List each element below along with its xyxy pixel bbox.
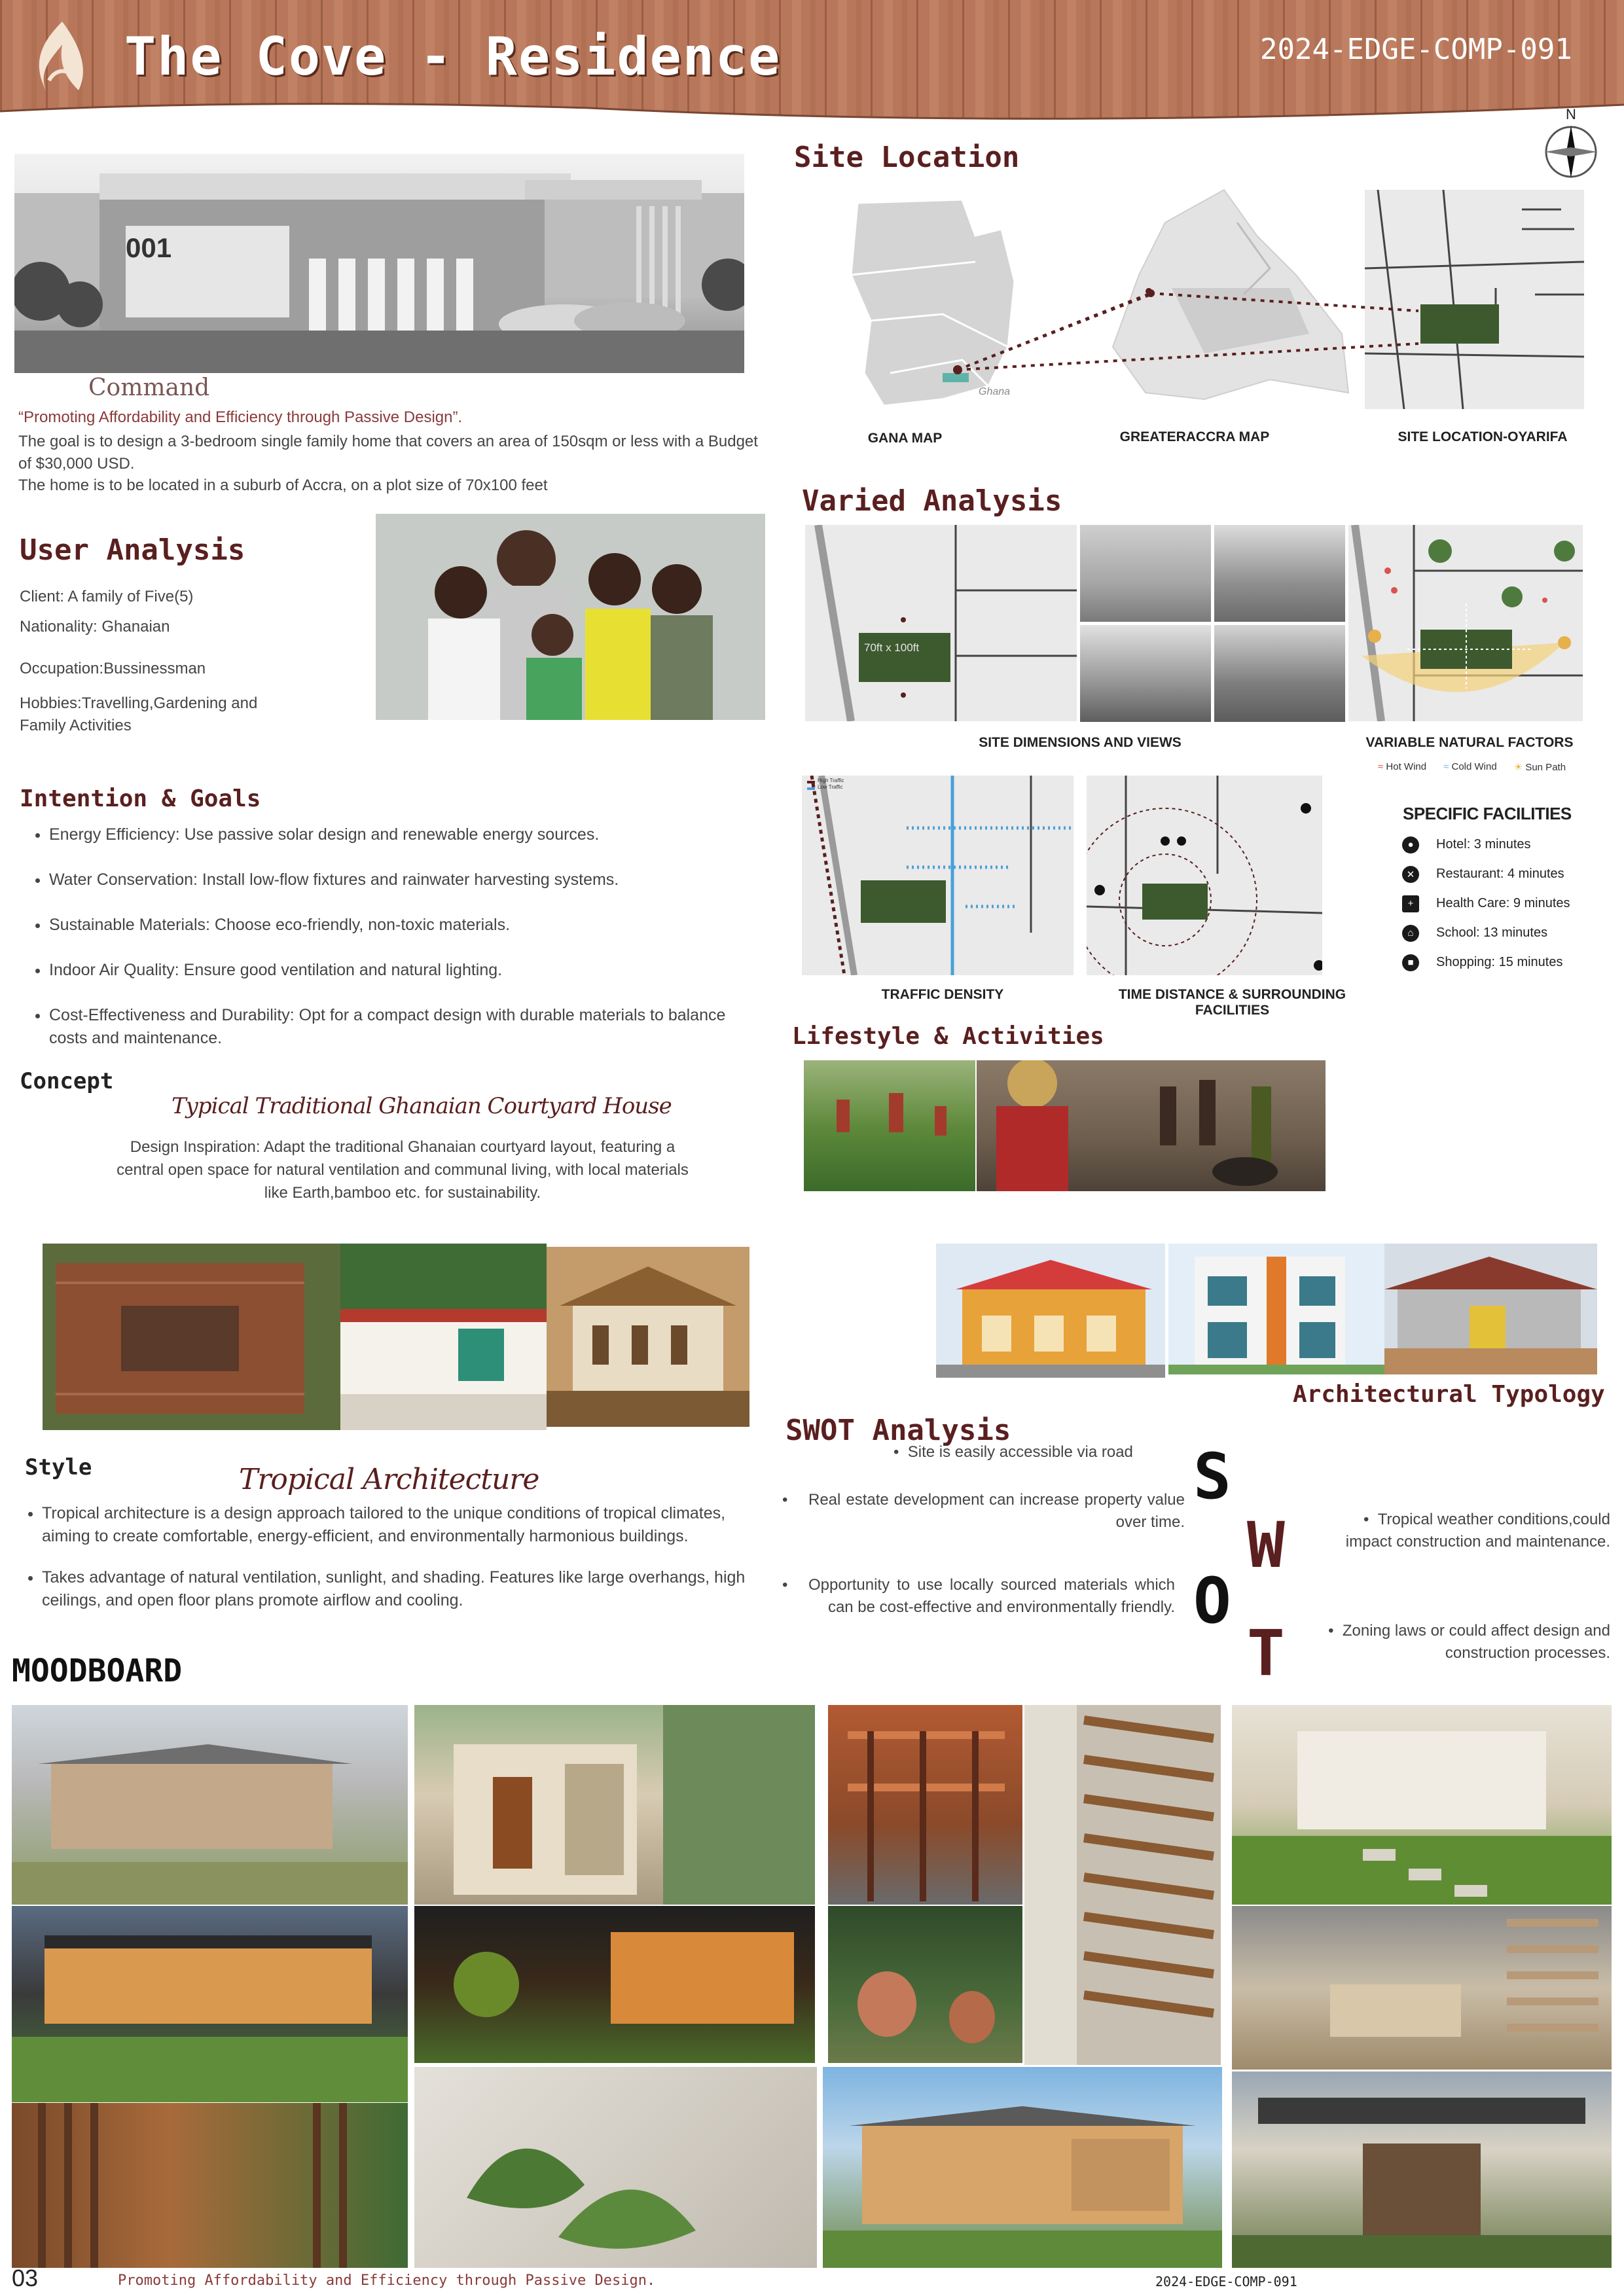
traditional-hut-image xyxy=(547,1247,749,1427)
site-view-photo-1 xyxy=(1080,525,1211,622)
traffic-legend-high: High Traffic xyxy=(818,778,844,783)
command-text-1: The goal is to design a 3-bedroom single family home that covers an area of 150sqm or less with a Budget of $30,000 USD. xyxy=(18,433,758,473)
moodboard-image-earth-building xyxy=(823,2067,1222,2268)
moodboard-image-garden-courtyard xyxy=(1232,1705,1612,1905)
natural-factors-legend xyxy=(1378,761,1566,773)
legend-hot-wind: ≈ Hot Wind xyxy=(1378,761,1427,772)
intention-item: • Cost-Effectiveness and Durability: Opt for a compact design with durable materials to balance costs and maintenance. xyxy=(49,1004,736,1050)
lifestyle-heading: Lifestyle & Activities xyxy=(792,1023,1104,1050)
caption-site-dimensions: SITE DIMENSIONS AND VIEWS xyxy=(979,735,1182,750)
courtyard-aerial-image xyxy=(43,1244,340,1430)
legend-cold-wind: ≈ Cold Wind xyxy=(1443,761,1497,772)
site-view-photo-4 xyxy=(1214,625,1345,722)
moodboard-image-clay-pots xyxy=(828,1906,1022,2063)
family-photo xyxy=(376,514,765,720)
typology-image-3 xyxy=(1384,1244,1597,1374)
sun-icon: ☀ xyxy=(1513,762,1523,773)
facility-shopping xyxy=(1402,948,1570,977)
moodboard-image-courtyard-dusk xyxy=(12,1906,408,2102)
legend-sun-path: ☀ Sun Path xyxy=(1513,762,1566,773)
hotel-icon: ● xyxy=(1402,836,1419,853)
moodboard-image-night-courtyard xyxy=(414,1906,815,2063)
hot-wind-icon: ≈ xyxy=(1378,761,1384,772)
plot-dimension-label: 70ft x 100ft xyxy=(864,641,920,654)
moodboard-image-rammed-earth-house xyxy=(12,1705,408,1905)
moodboard-image-wooden-interior xyxy=(1232,1906,1612,2070)
facility-health-care-label: Health Care: 9 minutes xyxy=(1436,896,1570,910)
user-nationality: Nationality: Ghanaian xyxy=(20,618,170,636)
shopping-icon: ■ xyxy=(1402,954,1419,971)
swot-letter-o: O xyxy=(1193,1564,1231,1638)
command-quote: “Promoting Affordability and Efficiency through Passive Design”. xyxy=(18,408,463,426)
swot-heading: SWOT Analysis xyxy=(785,1414,1011,1447)
map-link-lines xyxy=(952,281,1542,399)
swot-strength: • Site is easily accessible via road xyxy=(893,1443,1133,1461)
natural-factors-map xyxy=(1348,525,1583,721)
user-occupation: Occupation:Bussinessman xyxy=(20,660,206,677)
facility-hotel xyxy=(1402,830,1570,859)
footer-tagline: Promoting Affordability and Efficiency through Passive Design. xyxy=(118,2272,656,2289)
ghana-map-label: Ghana xyxy=(979,386,1011,397)
page-number: 03 xyxy=(12,2265,39,2291)
render-label: 001 xyxy=(126,232,172,263)
facilities-heading: SPECIFIC FACILITIES xyxy=(1403,804,1572,823)
facility-restaurant-label: Restaurant: 4 minutes xyxy=(1436,867,1564,881)
style-subtitle: Tropical Architecture xyxy=(239,1463,539,1496)
facility-health-care xyxy=(1402,889,1570,918)
north-label: N xyxy=(1566,106,1576,122)
logo xyxy=(26,18,98,100)
intention-item: • Water Conservation: Install low-flow fixtures and rainwater harvesting systems. xyxy=(49,869,736,891)
intentions-heading: Intention & Goals xyxy=(20,785,261,812)
intentions-list xyxy=(23,823,736,1072)
site-dimensions-map xyxy=(805,525,1077,721)
moodboard-heading: MOODBOARD xyxy=(12,1653,183,1689)
moodboard-image-brick-frame xyxy=(828,1705,1022,1905)
lifestyle-farming-image xyxy=(804,1060,975,1191)
moodboard-image-timber-stair xyxy=(12,2103,408,2268)
varied-analysis-heading: Varied Analysis xyxy=(802,484,1062,518)
caption-time-distance: TIME DISTANCE & SURROUNDING FACILITIES xyxy=(1118,987,1346,1018)
caption-site-location: SITE LOCATION-OYARIFA xyxy=(1398,429,1568,444)
style-item: • Takes advantage of natural ventilation, sunlight, and shading. Features like large overhangs, high ceilings, and open floor plans promote airflow and cooling. xyxy=(42,1566,755,1612)
caption-greater-accra-map: GREATERACCRA MAP xyxy=(1119,429,1270,444)
facility-restaurant xyxy=(1402,859,1570,889)
facility-school-label: School: 13 minutes xyxy=(1436,925,1548,940)
header-banner xyxy=(0,0,1624,124)
site-location-heading: Site Location xyxy=(794,141,1020,174)
site-view-photo-3 xyxy=(1080,625,1211,722)
facility-hotel-label: Hotel: 3 minutes xyxy=(1436,837,1531,852)
north-arrow-icon xyxy=(1542,106,1600,181)
style-heading: Style xyxy=(25,1454,92,1480)
lifestyle-market-image xyxy=(977,1060,1326,1191)
cold-wind-icon: ≈ xyxy=(1443,761,1449,772)
swot-letter-t: T xyxy=(1247,1617,1285,1690)
traffic-density-map xyxy=(802,776,1074,975)
style-item: • Tropical architecture is a design approach tailored to the unique conditions of tropical climates, aiming to create comfortable, energy-efficient, and environmentally harmonious buildings. xyxy=(42,1502,755,1548)
concept-subtitle: Typical Traditional Ghanaian Courtyard House xyxy=(171,1093,672,1119)
typology-heading: Architectural Typology xyxy=(1293,1381,1605,1408)
typology-image-2 xyxy=(1168,1244,1384,1374)
facility-school xyxy=(1402,918,1570,948)
school-icon: ⌂ xyxy=(1402,925,1419,942)
swot-weakness: • Tropical weather conditions,could impact construction and maintenance. xyxy=(1345,1511,1610,1551)
moodboard-image-stone-plant xyxy=(414,2067,817,2268)
moodboard-image-screen-wall xyxy=(414,1705,815,1905)
intention-item: • Indoor Air Quality: Ensure good ventilation and natural lighting. xyxy=(49,959,736,982)
concept-text: Design Inspiration: Adapt the traditional Ghanaian courtyard layout, featuring a central open space for natural ventilation and communal living, with local materials like Earth,bamboo etc. for sustainability. xyxy=(117,1138,689,1202)
caption-natural-factors: VARIABLE NATURAL FACTORS xyxy=(1365,735,1574,750)
house-render-image xyxy=(14,154,744,373)
footer-code: 2024-EDGE-COMP-091 xyxy=(1155,2274,1297,2289)
style-list xyxy=(18,1502,755,1634)
intention-item: • Energy Efficiency: Use passive solar design and renewable energy sources. xyxy=(49,823,736,846)
caption-gana-map: GANA MAP xyxy=(867,431,943,446)
page-title: The Cove - Residence xyxy=(124,26,782,87)
project-code: 2024-EDGE-COMP-091 xyxy=(1260,33,1572,66)
user-hobbies: Hobbies:Travelling,Gardening and Family Activities xyxy=(20,694,258,734)
facility-shopping-label: Shopping: 15 minutes xyxy=(1436,955,1563,969)
facilities-list xyxy=(1402,830,1570,977)
user-client: Client: A family of Five(5) xyxy=(20,588,194,605)
courtyard-house-image xyxy=(340,1244,547,1430)
intention-item: • Sustainable Materials: Choose eco-friendly, non-toxic materials. xyxy=(49,914,736,937)
time-distance-map xyxy=(1087,776,1322,975)
site-view-photo-2 xyxy=(1214,525,1345,622)
moodboard-image-atrium xyxy=(1232,2072,1612,2268)
swot-letter-w: W xyxy=(1247,1509,1285,1582)
typology-image-1 xyxy=(936,1244,1165,1378)
command-heading: Command xyxy=(88,374,210,401)
swot-opportunity-1: • Real estate development can increase property value over time. xyxy=(782,1491,1185,1531)
traffic-legend-low: Low Traffic xyxy=(818,784,843,790)
command-text-2: The home is to be located in a suburb of Accra, on a plot size of 70x100 feet xyxy=(18,476,548,494)
caption-traffic-density: TRAFFIC DENSITY xyxy=(881,987,1004,1002)
concept-heading: Concept xyxy=(20,1068,114,1094)
restaurant-icon: ✕ xyxy=(1402,866,1419,883)
swot-opportunity-2: • Opportunity to use locally sourced materials which can be cost-effective and environmentally friendly. xyxy=(782,1576,1175,1616)
swot-letter-s: S xyxy=(1193,1440,1231,1513)
moodboard-image-louvres xyxy=(1024,1705,1221,2065)
user-analysis-heading: User Analysis xyxy=(20,533,245,567)
health-care-icon: + xyxy=(1402,895,1419,912)
swot-threat: • Zoning laws or could affect design and construction processes. xyxy=(1328,1622,1610,1662)
